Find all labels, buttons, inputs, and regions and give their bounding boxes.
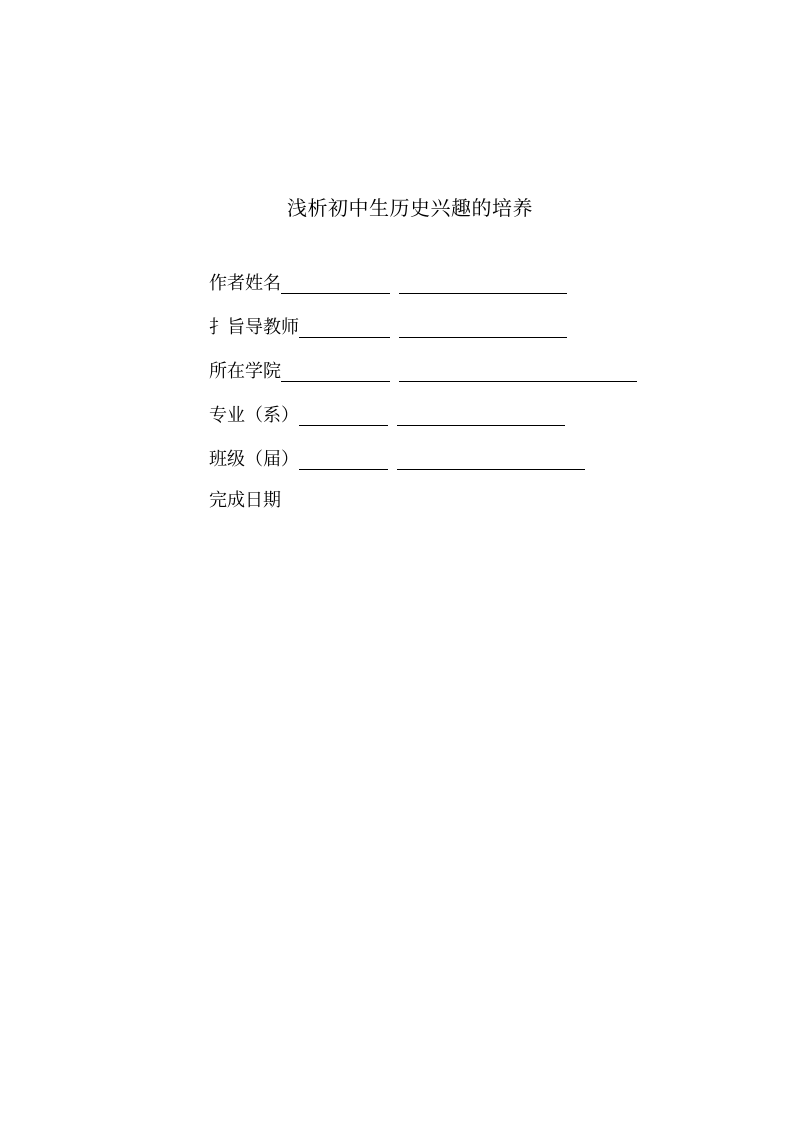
class-blank-2[interactable] [397,449,585,470]
field-label-major: 专业（系） [209,405,299,426]
field-label-author-name: 作者姓名 [209,273,281,294]
advisor-blank-2[interactable] [399,317,567,338]
advisor-blank-1[interactable] [299,317,390,338]
field-label-advisor: 扌旨导教师 [209,317,299,338]
major-blank-1[interactable] [299,405,388,426]
author-name-blank-2[interactable] [399,273,567,294]
college-blank-1[interactable] [281,361,390,382]
college-blank-2[interactable] [399,361,637,382]
field-major [209,402,565,428]
major-blank-2[interactable] [397,405,565,426]
author-name-blank-1[interactable] [281,273,390,294]
document-title: 浅析初中生历史兴趣的培养 [287,196,533,220]
field-label-completion-date: 完成日期 [209,490,281,511]
field-label-college: 所在学院 [209,361,281,382]
field-author-name [209,270,567,296]
field-college [209,358,637,384]
field-class [209,446,585,472]
field-label-class: 班级（届） [209,449,299,470]
field-advisor [209,314,567,340]
field-completion-date [209,487,281,513]
class-blank-1[interactable] [299,449,388,470]
